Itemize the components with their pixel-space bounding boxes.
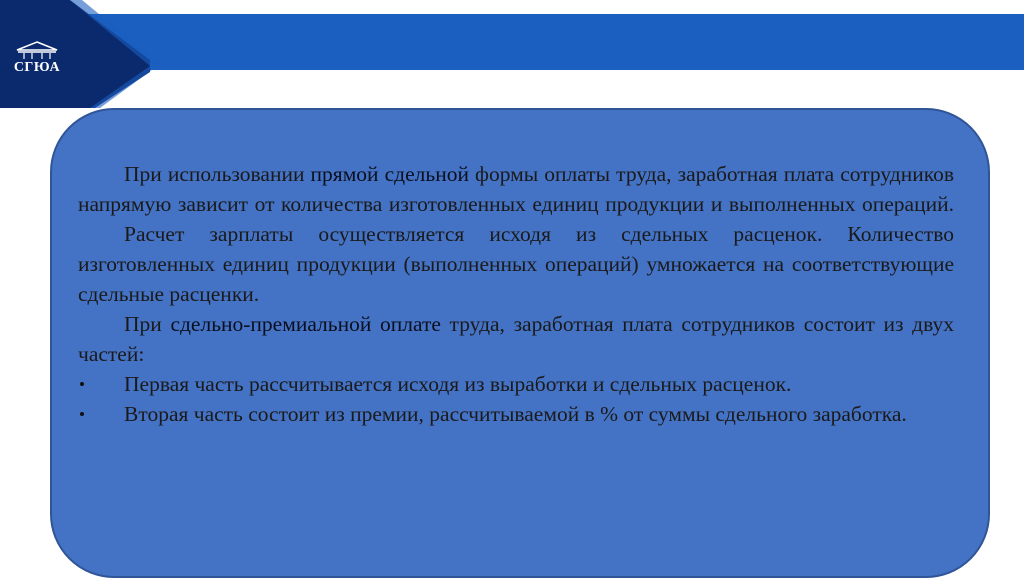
p1-before: При использовании [124,162,311,186]
bullet-text: Первая часть рассчитывается исходя из выработки и сдельных расценок. [124,372,792,396]
paragraph-calculation: Расчет зарплаты осуществляется исходя из сдельных расценок. Количество изготовленных единиц продукции (выполненных операций) умножается на соответствующие сдельные расценки. [78,222,954,306]
header-banner [0,0,1024,108]
content-text [78,159,954,429]
p3-highlight: сдельно-премиальной оплате [170,312,441,336]
paragraph-bonus-piecework [78,309,954,369]
p3-after: труда, заработная плата сотрудников состоит из двух частей: [78,312,954,366]
bullet-icon [80,412,84,416]
logo [12,40,62,82]
bullet-item [78,399,954,429]
p1-highlight: прямой сдельной [310,162,469,186]
bullet-item [78,369,954,399]
building-icon [12,40,62,60]
bullet-text: Вторая часть состоит из премии, рассчитываемой в % от суммы сдельного заработка. [124,402,907,426]
p1-after: формы оплаты труда, заработная плата сотрудников напрямую зависит от количества изготовленных единиц продукции и выполненных операций. [78,162,954,216]
logo-text: СГЮА [13,60,61,75]
p3-before: При [124,312,171,336]
header-blue-stripe [60,14,1024,70]
paragraph-direct-piecework [78,159,954,219]
bullet-icon [80,382,84,386]
